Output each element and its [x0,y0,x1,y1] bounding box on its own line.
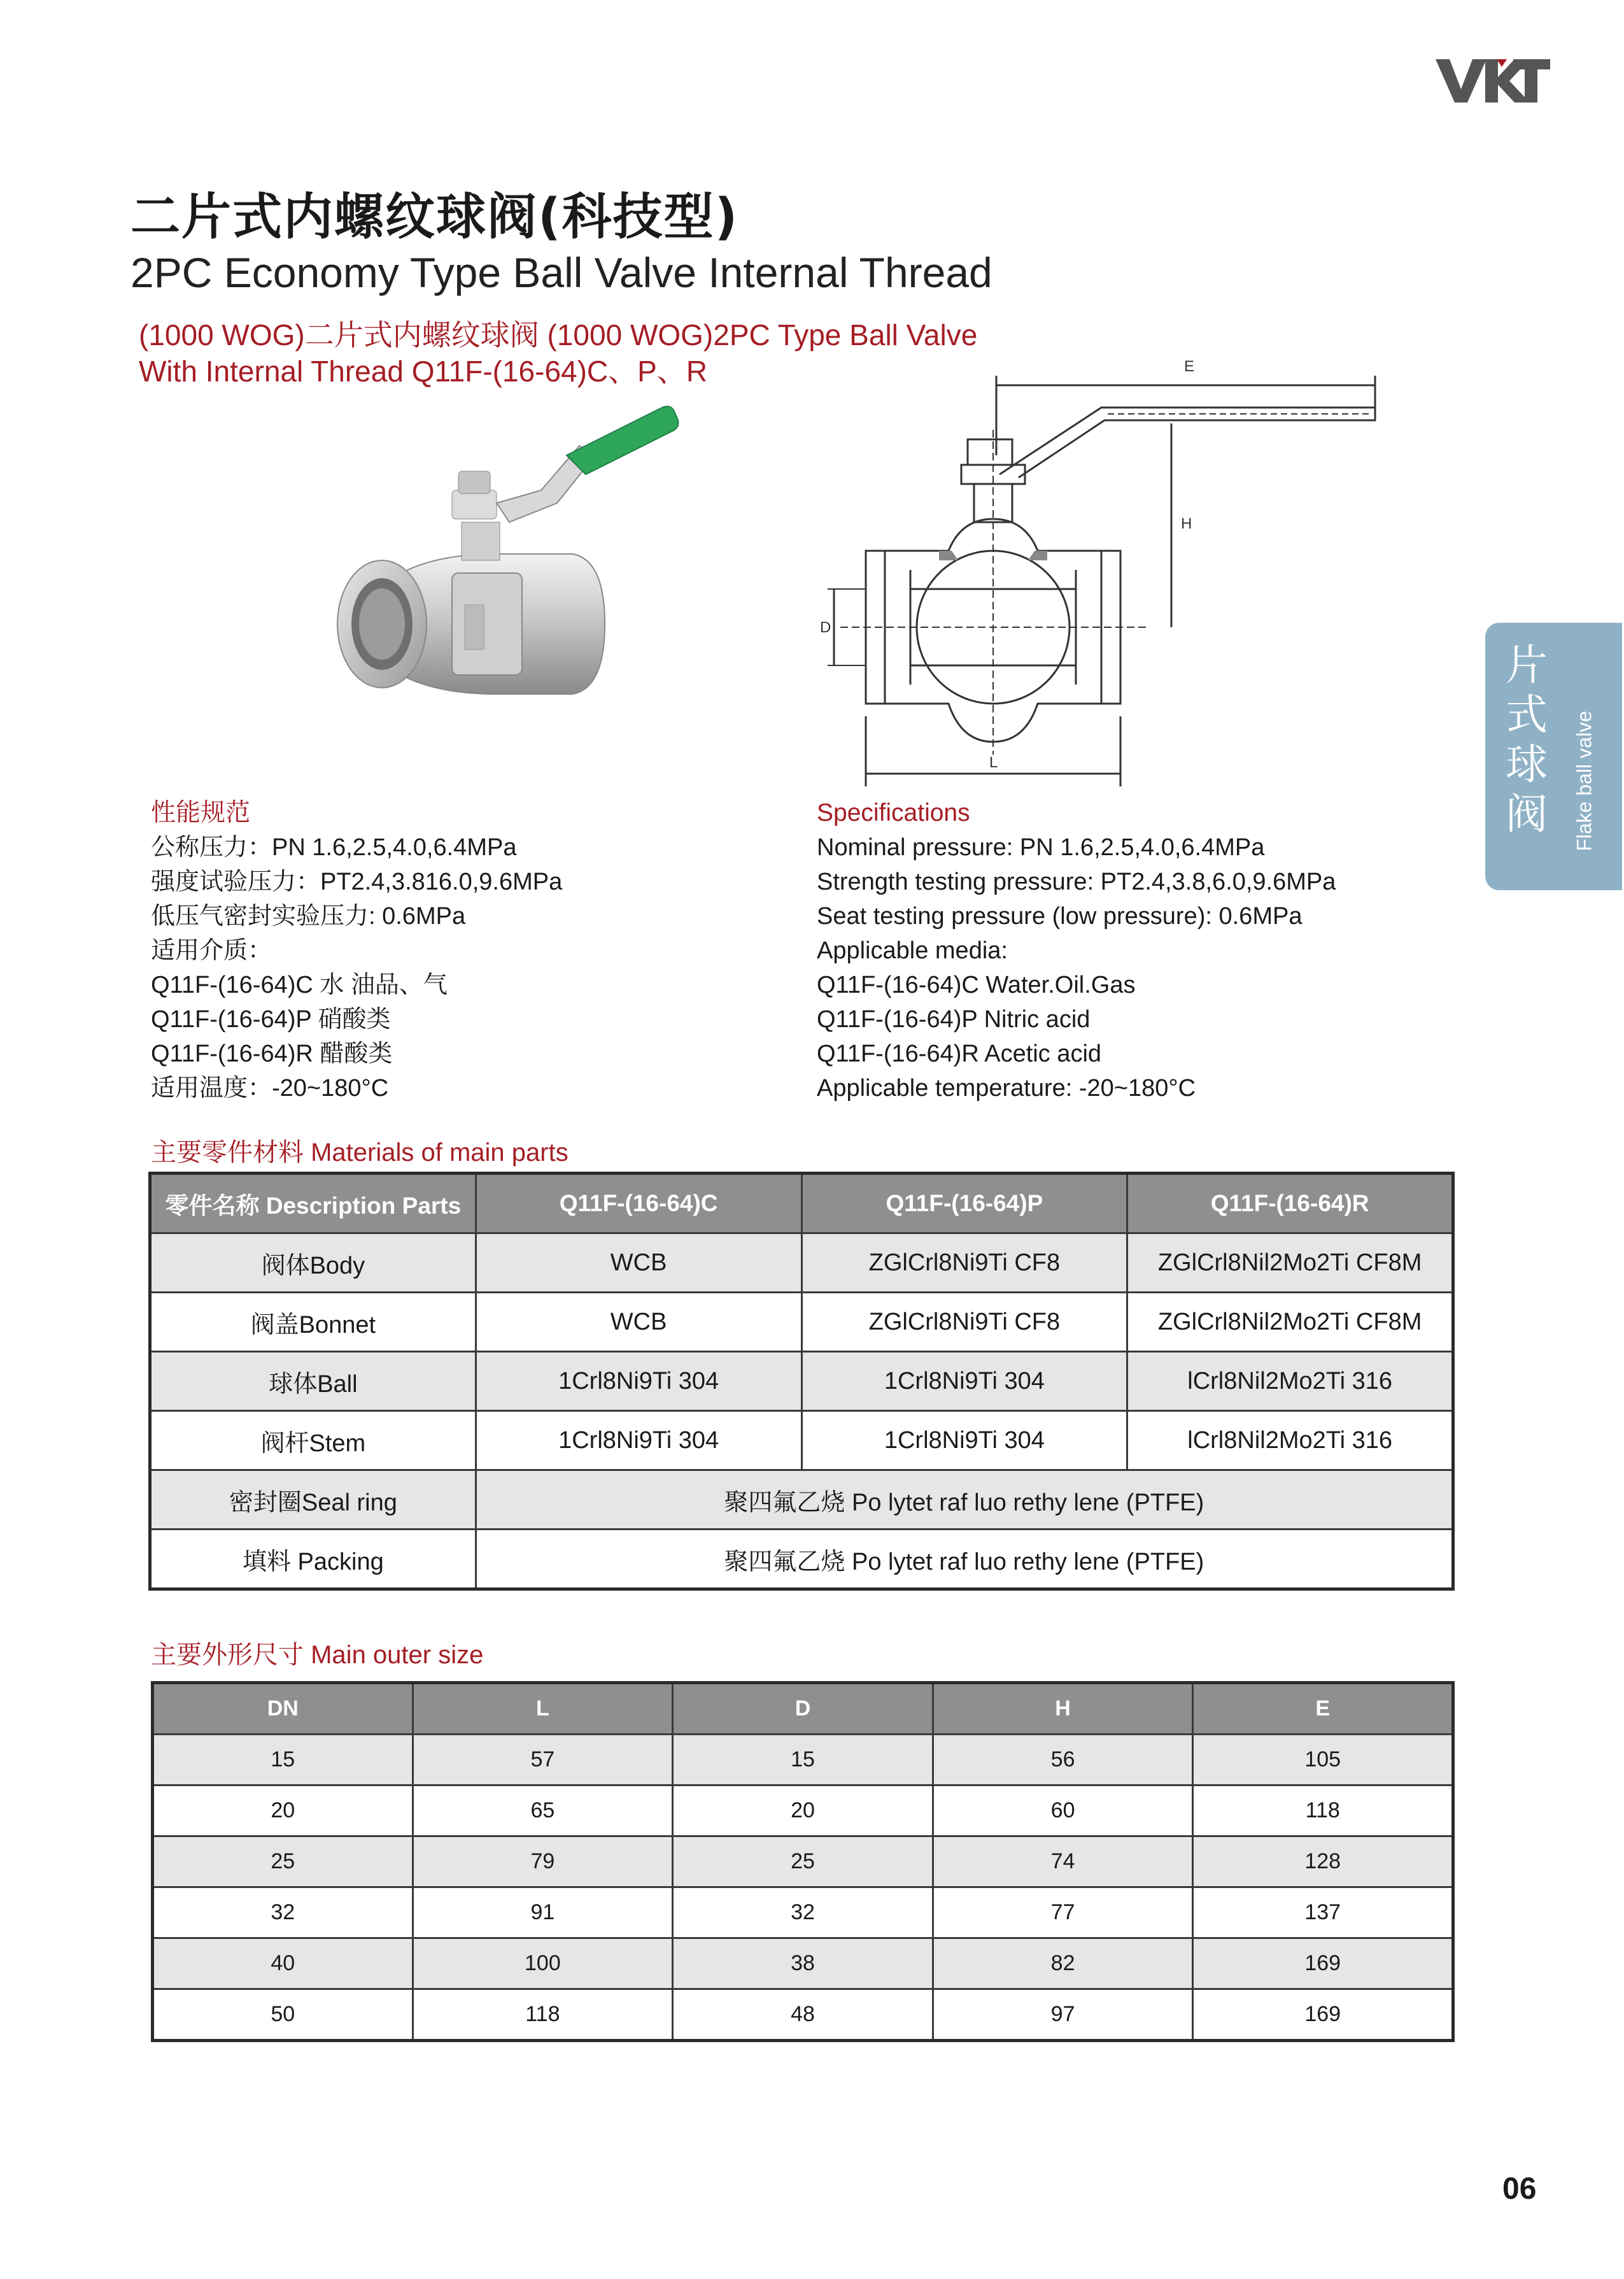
specs-en-line: Applicable temperature: -20~180°C [817,1075,1196,1102]
table-cell: 50 [153,1989,413,2041]
table-header-cell: L [413,1683,673,1735]
table-cell: 20 [673,1786,933,1836]
table-row [153,1887,1453,1938]
specs-cn-line: 适用介质： [151,937,272,964]
specs-cn-line: 公称压力：PN 1.6,2.5,4.0,6.4MPa [151,834,517,861]
table-cell: 105 [1193,1735,1453,1786]
table-header-row [153,1683,1453,1735]
table-cell: 15 [673,1735,933,1786]
table-cell: ZGlCrl8Ni9Ti CF8 [801,1293,1127,1352]
specs-en-heading: Specifications [817,799,970,827]
table-header-cell: Q11F-(16-64)C [476,1174,801,1233]
table-cell: 57 [413,1735,673,1786]
table-cell: ZGlCrl8Ni9Ti CF8 [801,1233,1127,1293]
specs-en-line: Seat testing pressure (low pressure): 0.6MPa [817,903,1303,930]
drawing-label-e: E [1184,360,1195,375]
sizes-heading: 主要外形尺寸 Main outer size [151,1641,484,1669]
table-cell: lCrl8Nil2Mo2Ti 316 [1127,1411,1453,1470]
table-cell: 82 [933,1938,1193,1989]
specs-en [817,796,1336,1105]
materials-heading: 主要零件材料 Materials of main parts [151,1139,568,1167]
table-cell: 137 [1193,1887,1453,1938]
table-cell: 32 [153,1887,413,1938]
table-cell: 118 [413,1989,673,2041]
table-cell: ZGlCrl8Nil2Mo2Ti CF8M [1127,1233,1453,1293]
title-en: 2PC Economy Type Ball Valve Internal Thread [131,249,992,296]
table-cell: 1Crl8Ni9Ti 304 [801,1411,1127,1470]
table-row [150,1352,1453,1411]
table-cell: 25 [673,1836,933,1887]
table-cell: 球体Ball [150,1352,476,1411]
table-row [153,1938,1453,1989]
table-header-cell: Q11F-(16-64)P [801,1174,1127,1233]
table-cell: 74 [933,1836,1193,1887]
drawing-label-d: D [820,619,831,636]
table-cell: 91 [413,1887,673,1938]
table-cell: 25 [153,1836,413,1887]
table-cell: 169 [1193,1989,1453,2041]
table-cell: 48 [673,1989,933,2041]
valve-section-drawing [815,360,1388,793]
table-row [150,1233,1453,1293]
table-cell: 128 [1193,1836,1453,1887]
sizes-table [151,1681,1455,2042]
subtitle-line-2: With Internal Thread Q11F-(16-64)C、P、R [139,355,708,388]
table-row [150,1530,1453,1589]
table-cell: 密封圈Seal ring [150,1470,476,1530]
side-tab-cn: 片式球阀 [1506,641,1548,839]
table-cell: 77 [933,1887,1193,1938]
specs-en-line: Nominal pressure: PN 1.6,2.5,4.0,6.4MPa [817,834,1265,861]
drawing-label-l: L [989,754,998,771]
table-cell: 阀盖Bonnet [150,1293,476,1352]
table-cell: 1Crl8Ni9Ti 304 [801,1352,1127,1411]
table-cell: 阀体Body [150,1233,476,1293]
table-cell: 97 [933,1989,1193,2041]
specs-en-line: Strength testing pressure: PT2.4,3.8,6.0,9.6MPa [817,869,1336,895]
specs-cn [151,796,562,1105]
table-cell: 聚四氟乙烧 Po lytet raf luo rethy lene (PTFE) [476,1470,1453,1530]
table-header-cell: E [1193,1683,1453,1735]
table-cell: 65 [413,1786,673,1836]
specs-cn-line: Q11F-(16-64)R 醋酸类 [151,1040,393,1067]
vkt-logo [1436,54,1550,105]
table-row [153,1989,1453,2041]
specs-cn-line: 低压气密封实验压力: 0.6MPa [151,903,466,930]
specs-cn-line: 适用温度：-20~180°C [151,1075,389,1102]
table-row [150,1411,1453,1470]
table-cell: 1Crl8Ni9Ti 304 [476,1352,801,1411]
table-cell: 聚四氟乙烧 Po lytet raf luo rethy lene (PTFE) [476,1530,1453,1589]
table-cell: ZGlCrl8Nil2Mo2Ti CF8M [1127,1293,1453,1352]
table-cell: 60 [933,1786,1193,1836]
page-number: 06 [1502,2172,1537,2206]
specs-en-line: Q11F-(16-64)P Nitric acid [817,1006,1091,1033]
materials-table [148,1172,1455,1591]
table-cell: 20 [153,1786,413,1836]
table-header-cell: D [673,1683,933,1735]
table-cell: 38 [673,1938,933,1989]
specs-en-line: Q11F-(16-64)R Acetic acid [817,1040,1102,1067]
table-cell: 100 [413,1938,673,1989]
table-cell: 56 [933,1735,1193,1786]
table-row [153,1786,1453,1836]
drawing-label-h: H [1181,515,1192,532]
table-header-cell: H [933,1683,1193,1735]
table-header-cell: DN [153,1683,413,1735]
table-row [153,1836,1453,1887]
table-row [150,1470,1453,1530]
valve-photo [306,395,777,777]
specs-en-line: Q11F-(16-64)C Water.Oil.Gas [817,972,1136,998]
table-cell: 1Crl8Ni9Ti 304 [476,1411,801,1470]
specs-cn-line: Q11F-(16-64)P 硝酸类 [151,1006,391,1033]
table-cell: 填料 Packing [150,1530,476,1589]
specs-en-line: Applicable media: [817,937,1008,964]
table-row [150,1293,1453,1352]
table-header-cell: 零件名称 Description Parts [150,1174,476,1233]
table-cell: WCB [476,1233,801,1293]
subtitle-line-1: (1000 WOG)二片式内螺纹球阀 (1000 WOG)2PC Type Ball Valve [139,318,978,351]
specs-cn-heading: 性能规范 [151,799,251,827]
table-cell: 169 [1193,1938,1453,1989]
table-cell: 118 [1193,1786,1453,1836]
table-header-row [150,1174,1453,1233]
side-tab [1485,623,1622,890]
title-cn: 二片式内螺纹球阀(科技型) [131,188,739,246]
specs-cn-line: Q11F-(16-64)C 水 油品、气 [151,972,448,998]
table-cell: 15 [153,1735,413,1786]
table-cell: lCrl8Nil2Mo2Ti 316 [1127,1352,1453,1411]
table-header-cell: Q11F-(16-64)R [1127,1174,1453,1233]
specs-cn-line: 强度试验压力：PT2.4,3.816.0,9.6MPa [151,869,563,895]
side-tab-en: Flake ball valve [1572,711,1596,851]
table-cell: 阀杆Stem [150,1411,476,1470]
table-cell: 32 [673,1887,933,1938]
table-row [153,1735,1453,1786]
table-cell: 40 [153,1938,413,1989]
table-cell: 79 [413,1836,673,1887]
table-cell: WCB [476,1293,801,1352]
